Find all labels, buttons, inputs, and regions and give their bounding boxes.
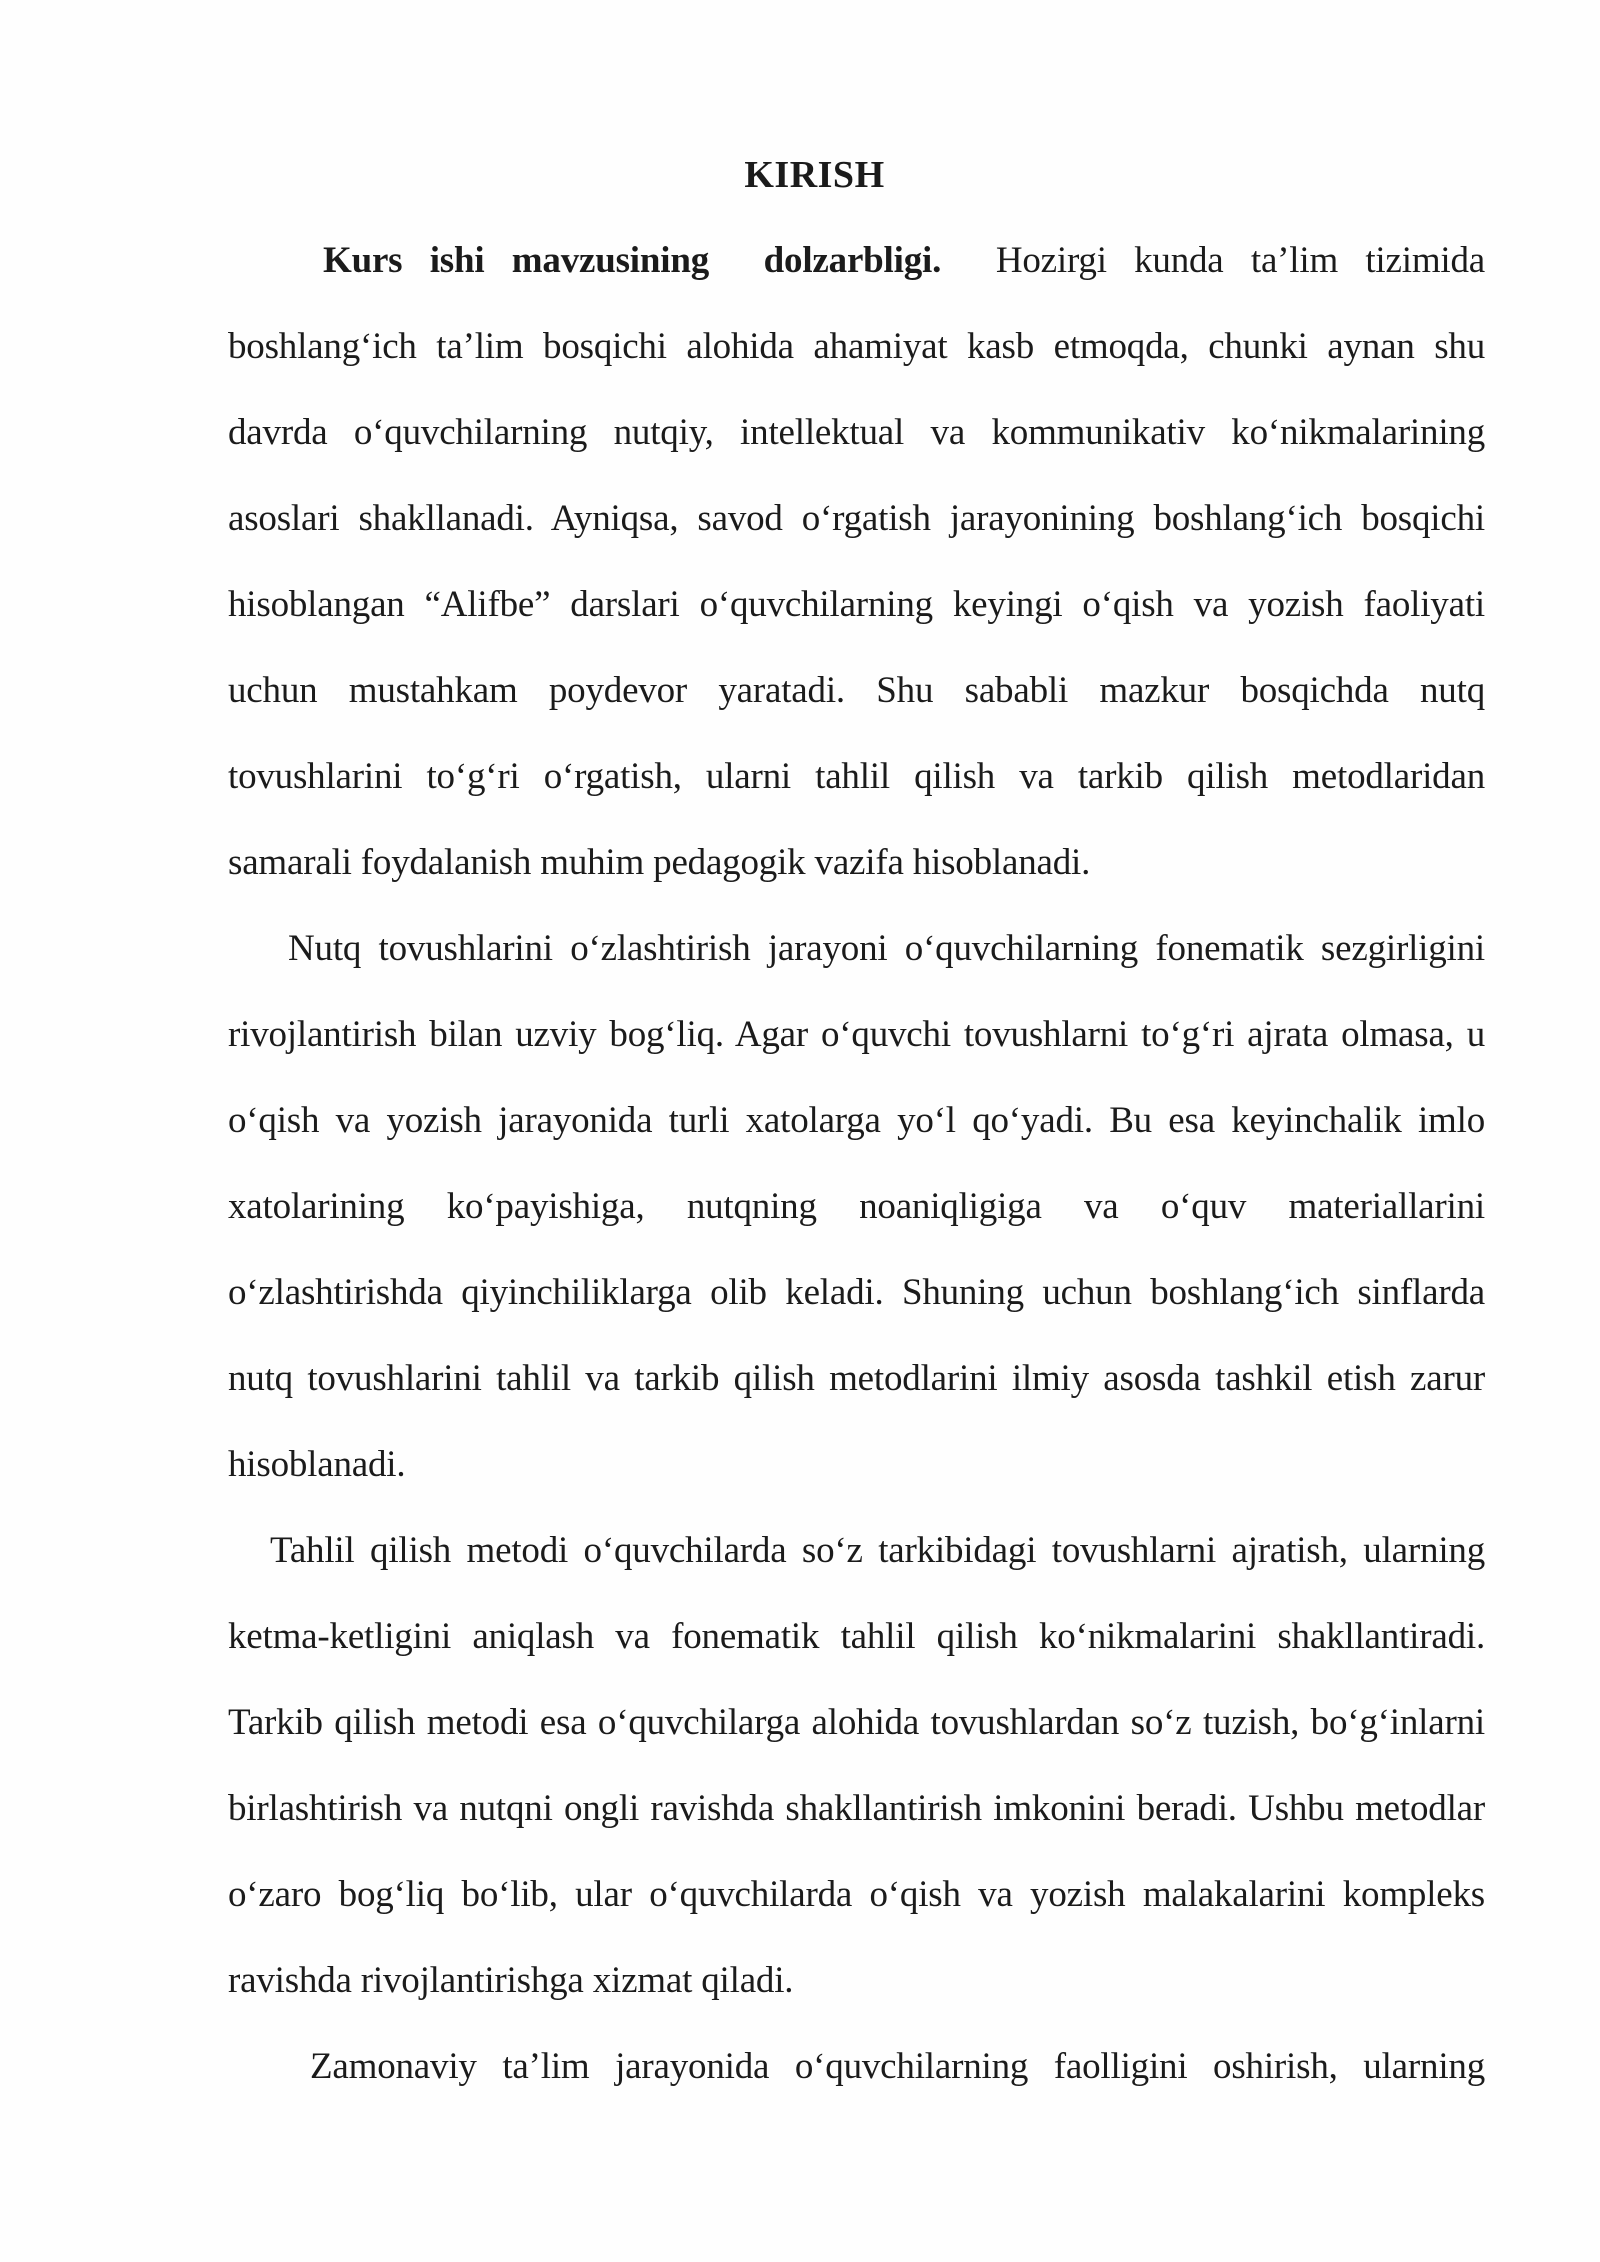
text-line: tovushlarini to‘g‘ri o‘rgatish, ularni tahlil qilish va tarkib qilish metodlaridan	[228, 756, 1485, 797]
text-line: samarali foydalanish muhim pedagogik vazifa hisoblanadi.	[228, 842, 1091, 883]
text-line: ketma-ketligini aniqlash va fonematik tahlil qilish ko‘nikmalarini shakllantiradi.	[228, 1616, 1485, 1657]
text-line: boshlang‘ich ta’lim bosqichi alohida ahamiyat kasb etmoqda, chunki aynan shu	[228, 326, 1485, 367]
paragraph-2	[228, 906, 1485, 1508]
text-line: o‘zlashtirishda qiyinchiliklarga olib keladi. Shuning uchun boshlang‘ich sinflarda	[228, 1272, 1485, 1313]
text-line: xatolarining ko‘payishiga, nutqning noaniqligiga va o‘quv materiallarini	[228, 1186, 1485, 1227]
text-line: o‘zaro bog‘liq bo‘lib, ular o‘quvchilarda o‘qish va yozish malakalarini kompleks	[228, 1874, 1485, 1915]
text-line: Zamonaviy ta’lim jarayonida o‘quvchilarning faolligini oshirish, ularning	[310, 2046, 1485, 2087]
text-run: Hozirgi kunda ta’lim tizimida	[941, 240, 1485, 281]
text-line: ravishda rivojlantirishga xizmat qiladi.	[228, 1960, 794, 2001]
bold-run: Kurs ishi mavzusining dolzarbligi.	[323, 240, 942, 281]
text-line: Tarkib qilish metodi esa o‘quvchilarga alohida tovushlardan so‘z tuzish, bo‘g‘inlarni	[228, 1702, 1485, 1743]
text-line: birlashtirish va nutqni ongli ravishda shakllantirish imkonini beradi. Ushbu metodlar	[228, 1788, 1485, 1829]
text-line: Tahlil qilish metodi o‘quvchilarda so‘z tarkibidagi tovushlarni ajratish, ularning	[270, 1530, 1485, 1571]
text-line: uchun mustahkam poydevor yaratadi. Shu sababli mazkur bosqichda nutq	[228, 670, 1485, 711]
text-line: rivojlantirish bilan uzviy bog‘liq. Agar o‘quvchi tovushlarni to‘g‘ri ajrata olmasa, u	[228, 1014, 1485, 1055]
paragraph-3	[228, 1508, 1485, 2024]
page-title: KIRISH	[744, 154, 885, 196]
text-line: nutq tovushlarini tahlil va tarkib qilish metodlarini ilmiy asosda tashkil etish zarur	[228, 1358, 1485, 1399]
text-line: hisoblangan “Alifbe” darslari o‘quvchilarning keyingi o‘qish va yozish faoliyati	[228, 584, 1485, 625]
paragraph-4	[228, 2024, 1485, 2110]
text-line: o‘qish va yozish jarayonida turli xatolarga yo‘l qo‘yadi. Bu esa keyinchalik imlo	[228, 1100, 1485, 1141]
paragraph-1	[228, 218, 1485, 906]
text-line: Nutq tovushlarini o‘zlashtirish jarayoni o‘quvchilarning fonematik sezgirligini	[288, 928, 1485, 969]
text-line: hisoblanadi.	[228, 1444, 406, 1485]
text-line	[228, 218, 1485, 304]
text-line: davrda o‘quvchilarning nutqiy, intellektual va kommunikativ ko‘nikmalarining	[228, 412, 1485, 453]
text-line: asoslari shakllanadi. Ayniqsa, savod o‘rgatish jarayonining boshlang‘ich bosqichi	[228, 498, 1485, 539]
